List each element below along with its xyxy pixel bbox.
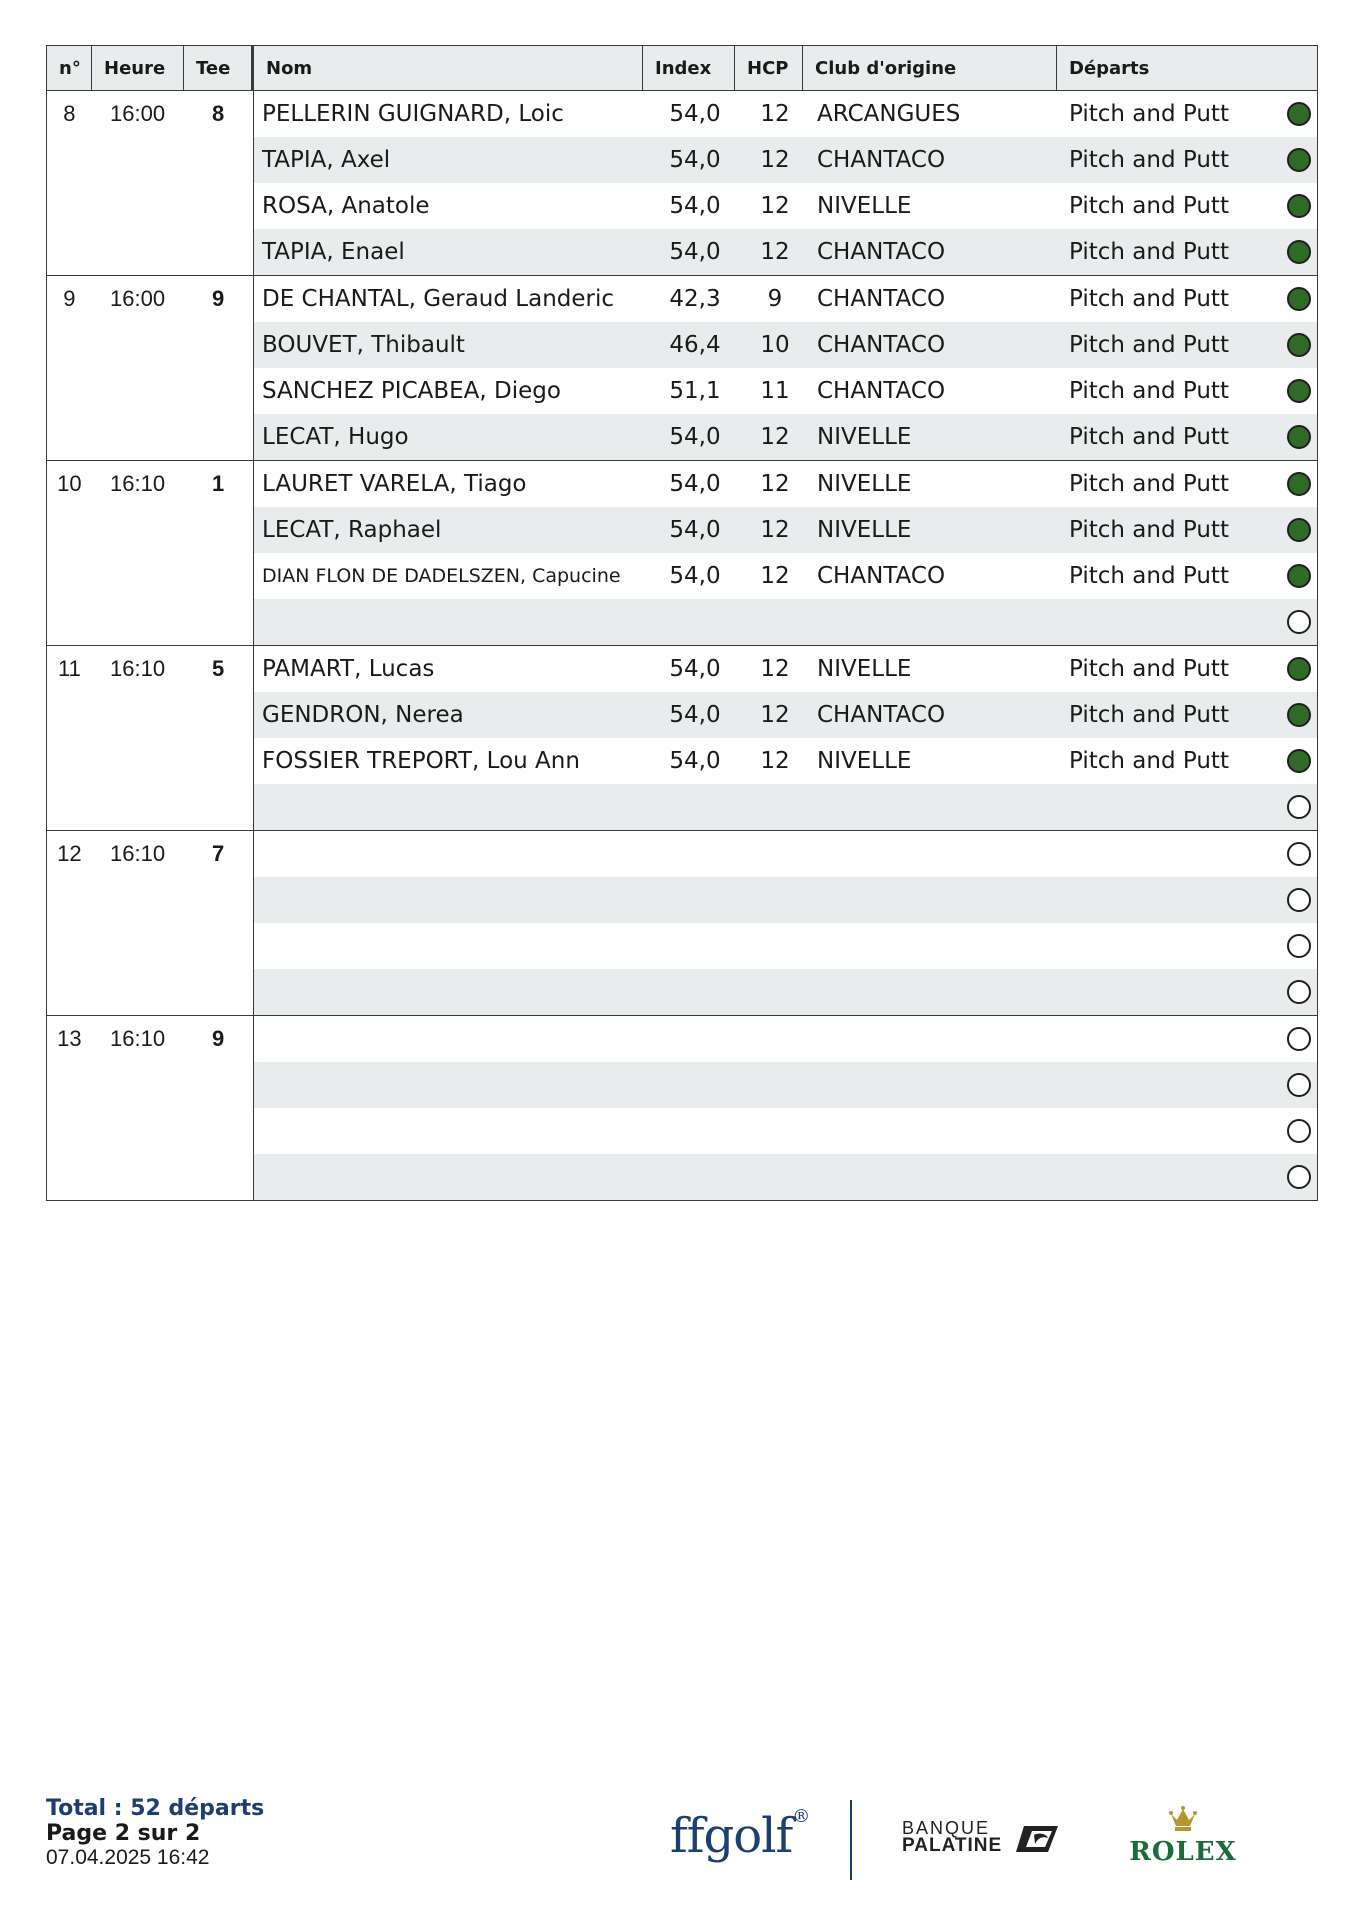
player-club: CHANTACO <box>817 702 946 728</box>
confirmed-status-dot-icon <box>1287 657 1311 681</box>
player-row <box>254 137 1317 183</box>
tee-time-group <box>47 646 1317 831</box>
group-tee: 8 <box>212 101 225 126</box>
open-slot-circle-icon <box>1287 888 1311 912</box>
confirmed-status-dot-icon <box>1287 102 1311 126</box>
player-index: 54,0 <box>669 702 721 728</box>
open-slot-circle-icon <box>1287 795 1311 819</box>
player-name: LECAT, Hugo <box>262 424 409 450</box>
player-hcp: 12 <box>760 517 790 543</box>
player-club: NIVELLE <box>817 656 912 682</box>
group-time: 16:10 <box>110 471 166 496</box>
confirmed-status-dot-icon <box>1287 287 1311 311</box>
player-row <box>254 1108 1317 1154</box>
tee-time-group <box>47 91 1317 276</box>
player-index: 54,0 <box>669 748 721 774</box>
group-tee: 9 <box>212 1026 225 1051</box>
player-row <box>254 461 1317 507</box>
rolex-crown-icon <box>1168 1806 1198 1832</box>
player-depart: Pitch and Putt <box>1069 193 1229 219</box>
confirmed-status-dot-icon <box>1287 472 1311 496</box>
group-time: 16:10 <box>110 1026 166 1051</box>
player-club: CHANTACO <box>817 147 946 173</box>
group-number: 8 <box>63 101 76 126</box>
player-row <box>254 1154 1317 1200</box>
header-departs: Départs <box>1069 57 1150 79</box>
player-name: TAPIA, Enael <box>262 239 405 265</box>
player-index: 46,4 <box>669 332 721 358</box>
group-info <box>47 276 254 460</box>
player-club: CHANTACO <box>817 239 946 265</box>
sponsor-logos <box>670 1800 1237 1890</box>
group-number: 12 <box>57 841 82 866</box>
group-info <box>47 91 254 275</box>
player-depart: Pitch and Putt <box>1069 471 1229 497</box>
player-depart: Pitch and Putt <box>1069 656 1229 682</box>
total-departs: Total : 52 départs <box>46 1796 265 1821</box>
player-row <box>254 646 1317 692</box>
player-depart: Pitch and Putt <box>1069 563 1229 589</box>
player-depart: Pitch and Putt <box>1069 424 1229 450</box>
player-row <box>254 923 1317 969</box>
tee-time-group <box>47 831 1317 1016</box>
group-tee: 1 <box>212 471 225 496</box>
player-row <box>254 507 1317 553</box>
open-slot-circle-icon <box>1287 1027 1311 1051</box>
player-name: LECAT, Raphael <box>262 517 442 543</box>
player-index: 42,3 <box>669 286 721 312</box>
open-slot-circle-icon <box>1287 842 1311 866</box>
player-row <box>254 1062 1317 1108</box>
player-club: NIVELLE <box>817 471 912 497</box>
group-time: 16:00 <box>110 101 166 126</box>
header-hcp: HCP <box>735 46 803 90</box>
player-index: 54,0 <box>669 471 721 497</box>
player-row <box>254 276 1317 322</box>
player-club: CHANTACO <box>817 286 946 312</box>
logo-divider <box>850 1800 852 1880</box>
player-club: NIVELLE <box>817 424 912 450</box>
group-tee: 9 <box>212 286 225 311</box>
tee-time-group <box>47 276 1317 461</box>
group-info <box>47 831 254 1015</box>
player-row <box>254 183 1317 229</box>
open-slot-circle-icon <box>1287 1119 1311 1143</box>
print-date: 07.04.2025 16:42 <box>46 1846 210 1869</box>
player-row <box>254 738 1317 784</box>
player-name: TAPIA, Axel <box>262 147 391 173</box>
confirmed-status-dot-icon <box>1287 148 1311 172</box>
player-depart: Pitch and Putt <box>1069 239 1229 265</box>
player-depart: Pitch and Putt <box>1069 101 1229 127</box>
player-index: 54,0 <box>669 193 721 219</box>
player-club: CHANTACO <box>817 563 946 589</box>
player-row <box>254 91 1317 137</box>
player-row <box>254 831 1317 877</box>
player-club: NIVELLE <box>817 193 912 219</box>
header-n: n° <box>47 46 92 90</box>
tee-time-group <box>47 461 1317 646</box>
page-number: Page 2 sur 2 <box>46 1821 201 1846</box>
player-name: BOUVET, Thibault <box>262 332 465 358</box>
player-depart: Pitch and Putt <box>1069 517 1229 543</box>
player-index: 51,1 <box>669 378 721 404</box>
confirmed-status-dot-icon <box>1287 518 1311 542</box>
player-name: PELLERIN GUIGNARD, Loic <box>262 101 564 127</box>
player-hcp: 12 <box>760 748 790 774</box>
group-info <box>47 1016 254 1200</box>
player-name: SANCHEZ PICABEA, Diego <box>262 378 561 404</box>
group-time: 16:00 <box>110 286 166 311</box>
player-name: DIAN FLON DE DADELSZEN, Capucine <box>262 565 621 587</box>
player-depart: Pitch and Putt <box>1069 702 1229 728</box>
player-row <box>254 229 1317 275</box>
rolex-logo: ROLEX <box>1128 1806 1238 1867</box>
open-slot-circle-icon <box>1287 934 1311 958</box>
header-nom: Nom <box>254 46 643 90</box>
player-index: 54,0 <box>669 147 721 173</box>
player-name: DE CHANTAL, Geraud Landeric <box>262 286 615 312</box>
player-club: CHANTACO <box>817 332 946 358</box>
group-time: 16:10 <box>110 841 166 866</box>
player-hcp: 12 <box>760 101 790 127</box>
player-club: CHANTACO <box>817 378 946 404</box>
confirmed-status-dot-icon <box>1287 379 1311 403</box>
player-index: 54,0 <box>669 517 721 543</box>
player-hcp: 12 <box>760 471 790 497</box>
confirmed-status-dot-icon <box>1287 240 1311 264</box>
footer <box>46 1796 264 1870</box>
confirmed-status-dot-icon <box>1287 194 1311 218</box>
player-name: FOSSIER TREPORT, Lou Ann <box>262 748 580 774</box>
player-depart: Pitch and Putt <box>1069 378 1229 404</box>
player-hcp: 12 <box>760 193 790 219</box>
player-row <box>254 969 1317 1015</box>
confirmed-status-dot-icon <box>1287 333 1311 357</box>
player-row <box>254 1016 1317 1062</box>
player-index: 54,0 <box>669 563 721 589</box>
player-row <box>254 322 1317 368</box>
start-list-table <box>46 45 1318 1201</box>
player-club: NIVELLE <box>817 748 912 774</box>
ffgolf-logo: ffgolf® <box>670 1806 810 1864</box>
open-slot-circle-icon <box>1287 1165 1311 1189</box>
table-header <box>47 46 1317 91</box>
player-hcp: 9 <box>767 286 783 312</box>
group-number: 11 <box>57 656 81 681</box>
palatine-emblem-icon <box>1014 1822 1060 1856</box>
player-club: NIVELLE <box>817 517 912 543</box>
player-name: LAURET VARELA, Tiago <box>262 471 527 497</box>
player-depart: Pitch and Putt <box>1069 147 1229 173</box>
group-number: 9 <box>63 286 76 311</box>
header-tee: Tee <box>184 46 254 90</box>
player-row <box>254 692 1317 738</box>
player-index: 54,0 <box>669 424 721 450</box>
player-row <box>254 877 1317 923</box>
table-body <box>47 91 1317 1200</box>
player-index: 54,0 <box>669 656 721 682</box>
group-number: 10 <box>57 471 82 496</box>
player-hcp: 11 <box>760 378 790 404</box>
header-index: Index <box>643 46 735 90</box>
group-info <box>47 646 254 830</box>
open-slot-circle-icon <box>1287 1073 1311 1097</box>
player-depart: Pitch and Putt <box>1069 332 1229 358</box>
group-number: 13 <box>57 1026 82 1051</box>
header-heure: Heure <box>92 46 184 90</box>
group-time: 16:10 <box>110 656 166 681</box>
player-depart: Pitch and Putt <box>1069 286 1229 312</box>
open-slot-circle-icon <box>1287 610 1311 634</box>
player-row <box>254 368 1317 414</box>
player-hcp: 12 <box>760 563 790 589</box>
player-club: ARCANGUES <box>817 101 961 127</box>
player-name: ROSA, Anatole <box>262 193 430 219</box>
group-tee: 7 <box>212 841 225 866</box>
confirmed-status-dot-icon <box>1287 564 1311 588</box>
player-row <box>254 599 1317 645</box>
player-row <box>254 414 1317 460</box>
player-hcp: 12 <box>760 239 790 265</box>
tee-time-group <box>47 1016 1317 1200</box>
player-depart: Pitch and Putt <box>1069 748 1229 774</box>
confirmed-status-dot-icon <box>1287 749 1311 773</box>
player-hcp: 12 <box>760 702 790 728</box>
confirmed-status-dot-icon <box>1287 425 1311 449</box>
banque-palatine-logo: BANQUE PALATINE <box>902 1820 1002 1854</box>
player-row <box>254 784 1317 830</box>
player-hcp: 12 <box>760 424 790 450</box>
confirmed-status-dot-icon <box>1287 703 1311 727</box>
group-info <box>47 461 254 645</box>
player-row <box>254 553 1317 599</box>
player-index: 54,0 <box>669 101 721 127</box>
player-hcp: 12 <box>760 147 790 173</box>
open-slot-circle-icon <box>1287 980 1311 1004</box>
player-name: GENDRON, Nerea <box>262 702 464 728</box>
player-hcp: 12 <box>760 656 790 682</box>
header-club: Club d'origine <box>803 46 1057 90</box>
player-hcp: 10 <box>760 332 790 358</box>
player-index: 54,0 <box>669 239 721 265</box>
player-name: PAMART, Lucas <box>262 656 435 682</box>
group-tee: 5 <box>212 656 225 681</box>
